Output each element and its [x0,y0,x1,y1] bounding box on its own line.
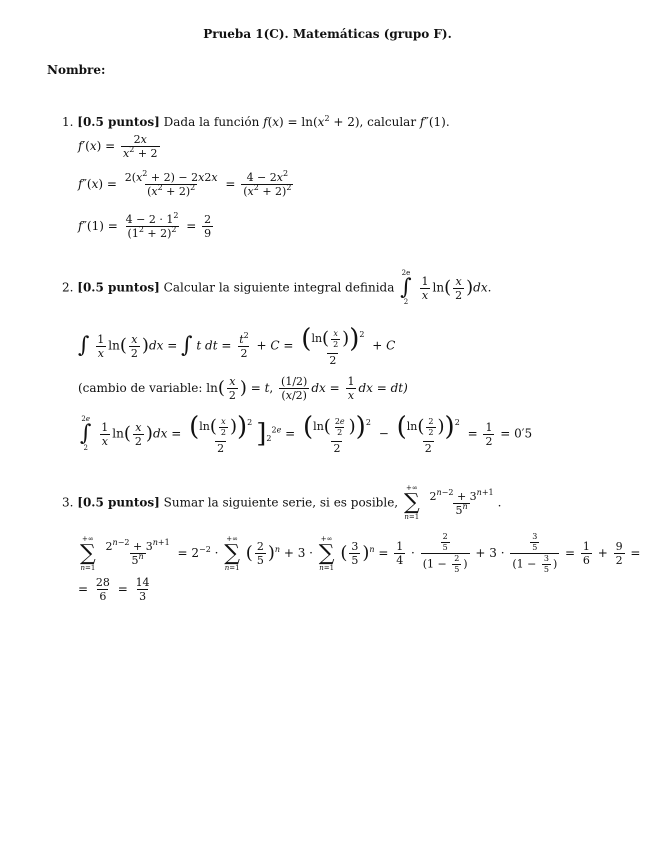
problem-1-step-2: f″(x) = $\frac{2(x^2 + 2) - 2x2x}{(x^2 + 2)^2}$ = $\frac{4 - 2x^2}{(x^2 + 2)^2}$ [78,169,292,198]
page-title: Prueba 1(C). Matemáticas (grupo F). [203,27,452,41]
problem-3-step-1: +∞ ∑ n=1 $\frac{2^{n-2} + 3^{n+1}}{5^n}$ = $2^{-2}$ · +∞ ∑ n=1 ( $\frac{2}{5}$ )$^n$ + 3 · +∞ ∑ n=1 ( $\frac{3}{5}$ )$^n$ = $\frac{1}{4}$ · $\frac{2}{5}$ (1 − $\frac{2}{5}$ ) + 3 · $\frac{3}{5}$ (1 − $\frac{3}{5}$ ) = $\frac{1}{6}$ + $\frac{9}{2}$ = [80,532,641,574]
problem-1-step-3: f″(1) = $\frac{4 - 2 \cdot 1^2}{(1^2 + 2)^2}$ = $\frac{2}{9}$ [78,211,212,240]
problem-2-statement: 2. [0.5 puntos] Calcular la siguiente integral definida 2e ∫ 2 $\frac{1}{x}$ ln( $\frac{x}{2}$ )dx. [62,269,492,306]
problem-1-number: 1. [62,115,74,129]
problem-3-number: 3. [62,495,74,510]
problem-2-step-1: ∫ $\frac{1}{x}$ ln( $\frac{x}{2}$ )dx = ∫ t dt = $\frac{t^2}{2}$ + C = (ln( $\frac{x}{2}$ ))$^2$ 2 + C [78,324,396,367]
problem-1-statement: 1. [0.5 puntos] Dada la función $f(x) = \ln(x^2 + 2)$, calcular f″(1). [62,114,450,129]
problem-1-step-1: f′(x) = $\frac{2x}{x^2 + 2}$ [78,133,158,160]
problem-2-number: 2. [62,280,74,295]
problem-2-text: Calcular la siguiente integral definida [163,280,395,295]
name-label: Nombre: [47,63,106,77]
problem-2-points: [0.5 puntos] [77,280,160,295]
problem-2-step-3: 2e ∫ 2 $\frac{1}{x}$ ln( $\frac{x}{2}$ )dx = (ln( $\frac{x}{2}$ ))$^2$ 2 ]$_2^{2e}$ = (ln( $\frac{2e}{2}$ ))$^2$ 2 − (ln( $\frac{2}{2}$ ))$^2$ 2 = $\frac{1}{2}$ = 0′5 [80,412,533,455]
problem-3-step-2: = $\frac{28}{6}$ = $\frac{14}{3}$ [78,576,150,603]
sum-sign: +∞ ∑ n=1 [403,484,420,521]
problem-3-points: [0.5 puntos] [77,495,160,510]
problem-3-text: Sumar la siguiente serie, si es posible, [163,495,399,510]
integral-sign: 2e ∫ 2 [400,269,412,306]
problem-3-statement: 3. [0.5 puntos] Sumar la siguiente serie, si es posible, +∞ ∑ n=1 $\frac{2^{n-2} + 3^{n+1}}{5^n}$ . [62,484,502,521]
problem-1-points: [0.5 puntos] [77,115,160,129]
problem-2-step-2: (cambio de variable: ln( $\frac{x}{2}$ ) = t, $\frac{(1/2)}{(x/2)}$ dx = $\frac{1}{x}$ dx = dt) [78,375,408,402]
